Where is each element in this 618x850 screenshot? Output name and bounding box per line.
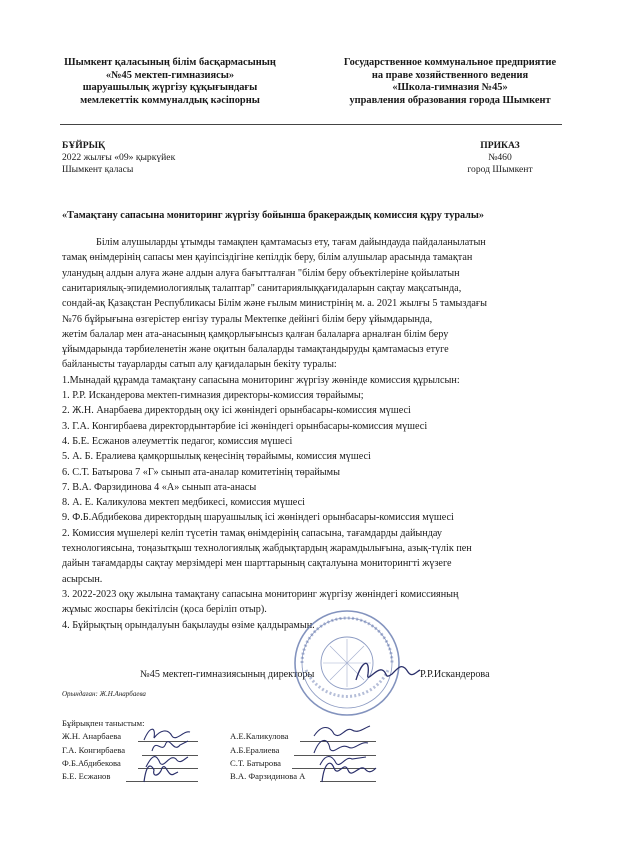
director-name: Р.Р.Искандерова <box>420 669 490 680</box>
body-line: уланудың алдын алуға және алдын алуға бағытталған "білім беру объектілеріне қойылатын <box>62 267 460 279</box>
body-line: 8. А. Е. Каликулова мектеп медбикесі, комиссия мүшесі <box>62 497 305 509</box>
body-line: 2. Ж.Н. Анарбаева директордың оқу ісі жөніндегі орынбасары-комиссия мүшесі <box>62 405 411 417</box>
body-line: сондай-ақ Қазақстан Республикасы Білім және ғылым министрінің м. а. 2021 жылғы 5 тамыздағы <box>62 298 487 310</box>
body-line: жұмыс жоспары бекітілсін (қоса беріліп отыр). <box>62 604 267 616</box>
order-ru-number: №460 <box>488 152 512 163</box>
body-line: жетім балалар мен ата-анасының қамқорлығынсыз қалған балаларға арналған білім беру <box>62 328 449 340</box>
order-ru <box>440 140 560 176</box>
acquainted-right: А.Е.Каликулова <box>230 731 289 741</box>
acquainted-left: Ф.Б.Абдибекова <box>62 758 121 768</box>
body-line: 2. Комиссия мүшелері келіп түсетін тамақ өнімдерінің сапасына, тағамдарды дайындау <box>62 527 442 539</box>
header-right-line: управления образования города Шымкент <box>349 94 551 106</box>
order-kz <box>62 140 175 176</box>
header-left-line: Шымкент қаласының білім басқармасының <box>64 57 276 68</box>
acquainted-left: Г.А. Конгирбаева <box>62 745 126 755</box>
header-right-line: на праве хозяйственного ведения <box>371 69 529 81</box>
body-line: 3. 2022-2023 оқу жылына тамақтану сапасына мониторинг жүргізу жөніндегі комиссияның <box>62 588 459 600</box>
director-signature <box>352 650 422 690</box>
body-line: 1. Р.Р. Искандерова мектеп-гимназия директоры-комиссия төрайымы; <box>62 390 364 401</box>
body-line: №76 бұйрығына өзгерістер енгізу туралы Мектепке дейінгі білім беру ұйымдарында, <box>62 313 433 325</box>
acquainted-title: Бұйрықпен таныстым: <box>62 718 145 728</box>
director-title: №45 мектеп-гимназиясының директоры <box>140 669 315 680</box>
header-left-line: мемлекеттік коммуналдық кәсіпорны <box>80 94 260 106</box>
body-line: дайын тағамдарды сақтау мерзімдері мен шарттарының сақталуына мониторингті жүзеге <box>62 558 452 570</box>
header-divider <box>60 124 562 125</box>
body-line: 5. А. Б. Ералиева қамқоршылық кеңесінің төрайымы, комиссия мүшесі <box>62 451 371 463</box>
header-right-line: Государственное коммунальное предприятие <box>343 57 557 68</box>
header-right <box>316 57 584 107</box>
executor-note: Орындаған: Ж.Н.Анарбаева <box>62 690 146 698</box>
acquainted-left: Ж.Н. Анарбаева <box>62 731 122 741</box>
signature-eszhanov <box>140 760 180 786</box>
body-line: санитариялық-эпидемиологиялық талаптар" санитариялыққағидаларын сақтау мақсатында, <box>62 282 462 294</box>
acquainted-right: В.А. Фарзидинова А <box>230 771 306 781</box>
header-left-line: «№45 мектеп-гимназиясы» <box>105 69 235 81</box>
order-ru-title: ПРИКАЗ <box>480 140 520 151</box>
order-kz-date: 2022 жылғы «09» қыркүйек <box>62 152 176 163</box>
body-line: технологиясына, тоңазытқыш технологиялық жабдықтардың жарамдылығына, азық-түлік пен <box>62 543 472 554</box>
body-line: асырсын. <box>62 573 103 585</box>
acquainted-right: С.Т. Батырова <box>230 758 281 768</box>
signature-farzidinova <box>318 756 378 786</box>
body-line: 4. Бұйрықтың орындалуын бақылауды өзіме қалдырамын. <box>62 619 315 631</box>
body-line: 7. В.А. Фарзидинова 4 «А» сынып ата-анасы <box>62 481 257 493</box>
header-right-line: «Школа-гимназия №45» <box>392 82 508 94</box>
body-line: 1.Мынадай құрамда тамақтану сапасына мониторинг жүргізу жөнінде комиссия құрылсын: <box>62 374 460 386</box>
order-ru-city: город Шымкент <box>467 164 533 175</box>
body-line: Білім алушыларды ұтымды тамақпен қамтамасыз ету, тағам дайындауда пайдаланылатын <box>96 237 486 248</box>
body-line: тамақ өнімдерінің сапасы мен қауіпсіздігіне кепілдік беру, білім алушылар арасында тамақтан <box>62 252 473 264</box>
order-subject: «Тамақтану сапасына мониторинг жүргізу бойынша бракераждық комиссия құру туралы» <box>62 210 484 221</box>
body-line: 6. С.Т. Батырова 7 «Г» сынып ата-аналар комитетінің төрайымы <box>62 466 340 478</box>
body-line: 3. Г.А. Конгирбаева директордынтәрбие ісі жөніндегі орынбасары-комиссия мүшесі <box>62 420 428 432</box>
acquainted-left: Б.Е. Есжанов <box>62 771 111 781</box>
body-line: 9. Ф.Б.Абдибекова директордың шаруашылық ісі жөніндегі орынбасары-комиссия мүшесі <box>62 512 454 524</box>
acquainted-right: А.Б.Ералиева <box>230 745 280 755</box>
order-kz-city: Шымкент қаласы <box>62 164 134 175</box>
body-line: 4. Б.Е. Есжанов әлеуметтік педагог, комиссия мүшесі <box>62 435 293 447</box>
body-line: байланысты тауарларды сатып алу қағидаларын бекіту туралы: <box>62 359 337 371</box>
order-kz-title: БҰЙРЫҚ <box>62 140 105 151</box>
body-line: ұйымдарында тәрбиеленетін және оқитын балаларды тамақтандыруды қамтамасыз етуге <box>62 344 449 356</box>
header-left <box>40 57 300 107</box>
header-left-line: шаруашылық жүргізу құқығындағы <box>82 82 258 94</box>
